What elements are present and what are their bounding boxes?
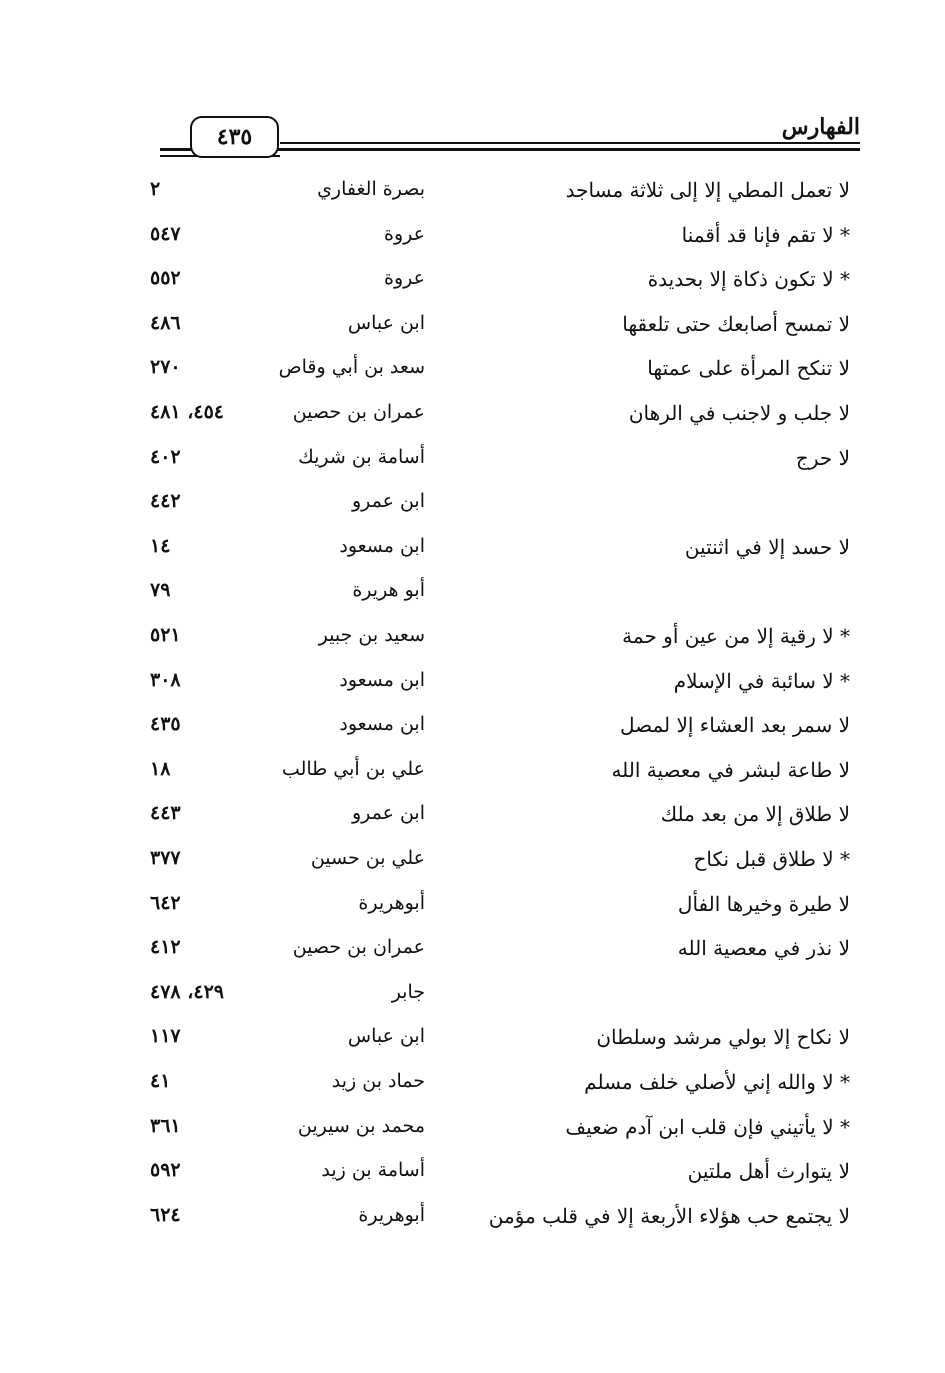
- narrator-name: عروة: [384, 222, 425, 245]
- hadith-text: لا تعمل المطي إلا إلى ثلاثة مساجد: [565, 178, 850, 202]
- page-references: ٣٠٨: [150, 668, 181, 691]
- hadith-text: * لا والله إني لأصلي خلف مسلم: [584, 1070, 850, 1094]
- hadith-text: * لا تقم فإنا قد أقمنا: [681, 222, 850, 247]
- index-row: [0, 1025, 945, 1065]
- index-row: [0, 1070, 945, 1110]
- hadith-text: لا جلب و لاجنب في الرهان: [628, 401, 850, 425]
- page-references: ٤٠٢: [150, 445, 181, 468]
- page-references: ٧٩: [150, 579, 171, 602]
- narrator-name: ابن مسعود: [339, 713, 425, 736]
- page-header: [160, 110, 860, 160]
- page-references: ٣٧٧: [150, 847, 181, 869]
- narrator-name: جابر: [391, 980, 425, 1003]
- page-references: ٣٦١: [150, 1114, 181, 1137]
- index-row: [0, 1204, 945, 1244]
- page-references: ٦٤٢: [150, 891, 181, 914]
- narrator-name: عروة: [384, 267, 425, 290]
- index-row: [0, 490, 945, 530]
- page-references: ٥٤٧: [150, 222, 181, 245]
- index-row: [0, 178, 945, 218]
- narrator-name: سعد بن أبي وقاص: [278, 356, 425, 379]
- hadith-text: * لا سائبة في الإسلام: [673, 668, 850, 693]
- hadith-text: لا نذر في معصية الله: [677, 936, 850, 961]
- page-references: ٤١٢: [150, 936, 181, 959]
- page-references: ٢٧٠: [150, 356, 181, 379]
- narrator-name: محمد بن سيرين: [297, 1114, 425, 1137]
- index-row: [0, 758, 945, 798]
- index-row: [0, 713, 945, 753]
- index-row: [0, 223, 945, 263]
- index-row: [0, 1159, 945, 1199]
- index-row: [0, 981, 945, 1021]
- page-references: ٢: [150, 178, 161, 200]
- hadith-text: لا يجتمع حب هؤلاء الأربعة إلا في قلب مؤمن: [488, 1203, 850, 1228]
- narrator-name: أبو هريرة: [352, 579, 425, 602]
- narrator-name: حماد بن زيد: [331, 1070, 425, 1092]
- page-references: ٤٤٢: [150, 490, 181, 513]
- hadith-text: * لا تكون ذكاة إلا بحديدة: [647, 267, 850, 292]
- index-row: [0, 936, 945, 976]
- narrator-name: عمران بن حصين: [292, 401, 425, 423]
- page-references: ٥٢١: [150, 624, 181, 646]
- hadith-text: لا نكاح إلا بولي مرشد وسلطان: [596, 1025, 850, 1050]
- hadith-text: لا حسد إلا في اثنتين: [684, 534, 850, 559]
- hadith-text: لا طيرة وخيرها الفأل: [677, 891, 850, 916]
- narrator-name: أسامة بن زيد: [321, 1159, 425, 1182]
- narrator-name: ابن عباس: [347, 311, 425, 334]
- narrator-name: سعيد بن جبير: [318, 624, 425, 646]
- index-row: [0, 579, 945, 619]
- index-row: [0, 669, 945, 709]
- hadith-text: لا يتوارث أهل ملتين: [687, 1159, 850, 1184]
- index-row: [0, 892, 945, 932]
- index-row: [0, 535, 945, 575]
- narrator-name: علي بن أبي طالب: [281, 757, 425, 780]
- page-references: ١٨: [150, 757, 171, 780]
- hadith-text: * لا يأتيني فإن قلب ابن آدم ضعيف: [565, 1114, 850, 1139]
- header-rule: [280, 142, 860, 144]
- hadith-text: لا طلاق إلا من بعد ملك: [660, 802, 850, 827]
- running-title: الفهارس: [781, 114, 860, 140]
- narrator-name: أبوهريرة: [358, 1203, 425, 1226]
- hadith-text: * لا رقية إلا من عين أو حمة: [622, 624, 850, 648]
- page-references: ٥٩٢: [150, 1159, 181, 1182]
- index-row: [0, 802, 945, 842]
- narrator-name: علي بن حسين: [310, 847, 425, 869]
- hadith-text: لا تنكح المرأة على عمتها: [647, 356, 850, 381]
- narrator-name: بصرة الغفاري: [317, 178, 425, 200]
- index-row: [0, 312, 945, 352]
- narrator-name: ابن عمرو: [351, 802, 425, 825]
- index-row: [0, 356, 945, 396]
- page-references: ٤١: [150, 1070, 171, 1092]
- page-references: ٤٥٤، ٤٨١: [150, 401, 224, 423]
- hadith-text: لا تمسح أصابعك حتى تلعقها: [622, 311, 850, 336]
- narrator-name: ابن عمرو: [351, 490, 425, 513]
- index-row: [0, 624, 945, 664]
- index-row: [0, 847, 945, 887]
- index-row: [0, 1115, 945, 1155]
- page-references: ٤٨٦: [150, 311, 181, 334]
- narrator-name: ابن مسعود: [339, 534, 425, 557]
- index-row: [0, 446, 945, 486]
- page-number: ٤٣٥: [190, 116, 279, 158]
- page-references: ١٤: [150, 534, 171, 557]
- page-references: ٤٢٩، ٤٧٨: [150, 980, 224, 1003]
- hadith-text: لا سمر بعد العشاء إلا لمصل: [619, 713, 850, 738]
- index-row: [0, 401, 945, 441]
- hadith-text: لا طاعة لبشر في معصية الله: [611, 757, 850, 782]
- index-row: [0, 267, 945, 307]
- narrator-name: ابن عباس: [347, 1025, 425, 1048]
- page-references: ٥٥٢: [150, 267, 181, 290]
- narrator-name: ابن مسعود: [339, 668, 425, 691]
- page-references: ١١٧: [150, 1025, 181, 1048]
- page-references: ٤٣٥: [150, 713, 181, 736]
- page-references: ٦٢٤: [150, 1203, 181, 1226]
- narrator-name: أسامة بن شريك: [298, 445, 425, 468]
- hadith-text: لا حرج: [795, 445, 850, 470]
- hadith-text: * لا طلاق قبل نكاح: [693, 847, 850, 871]
- page-references: ٤٤٣: [150, 802, 181, 825]
- narrator-name: عمران بن حصين: [292, 936, 425, 959]
- narrator-name: أبوهريرة: [358, 891, 425, 914]
